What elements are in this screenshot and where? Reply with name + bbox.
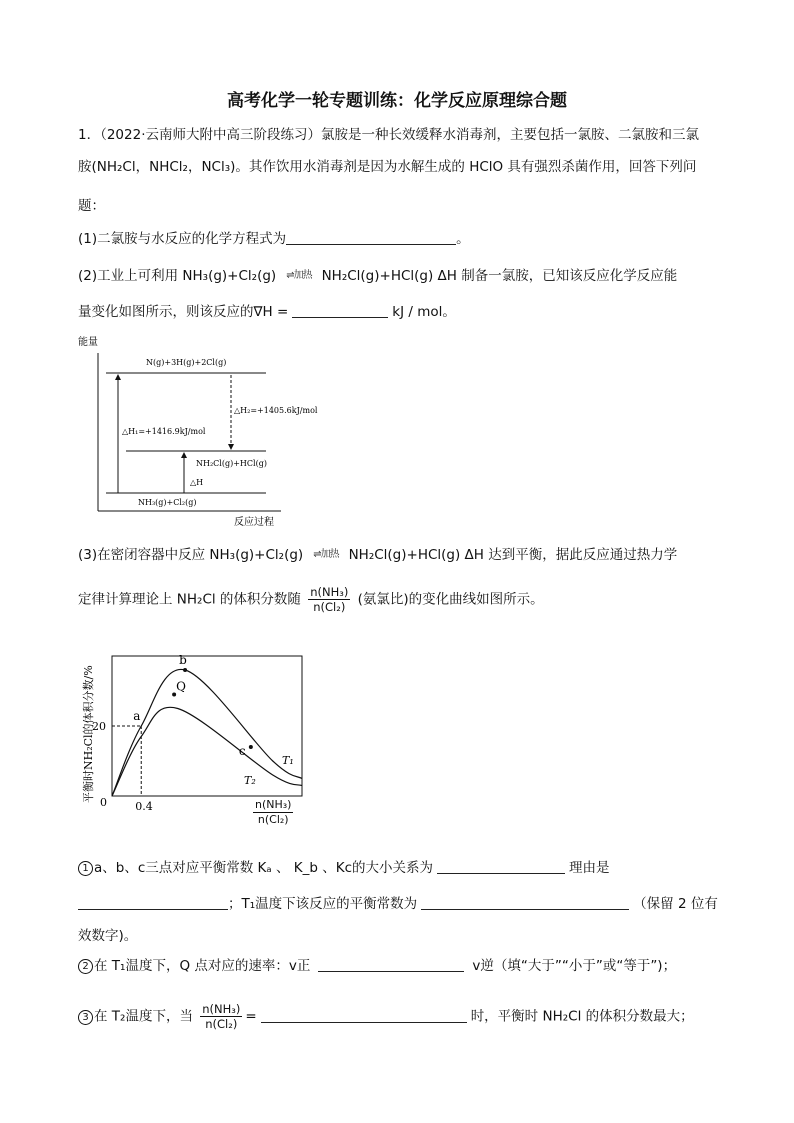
answer-blank-ratio[interactable]: [261, 1008, 467, 1023]
chart-origin-tick: 0: [100, 796, 107, 809]
point-b-label: b: [179, 653, 187, 667]
energy-xlabel: 反应过程: [234, 517, 274, 528]
reversible-arrow-icon: ⇌加热: [286, 270, 312, 281]
dh-label: △H: [190, 478, 204, 487]
answer-blank-k-value[interactable]: [421, 895, 629, 910]
part-3: 3 在 T₂温度下，当 $\frac{\text{n(NH₃)}}{\text{n(Cl₂)}}$ = 时，平衡时 NH₂Cl 的体积分数最大；: [78, 1002, 694, 1031]
sub-question-3: (3)在密闭容器中反应 NH₃(g)+Cl₂(g) ⇌加热 NH₂Cl(g)+HCl(g) ΔH 达到平衡，据此反应通过热力学: [78, 547, 678, 563]
energy-diagram: [76, 333, 318, 529]
answer-blank-reason[interactable]: [78, 895, 228, 910]
question-intro-3: 题：: [78, 198, 105, 214]
point-c-marker: [249, 745, 253, 749]
sub-question-1: (1)二氯胺与水反应的化学方程式为 。: [78, 231, 470, 247]
series-t1-line: [112, 669, 302, 796]
chart-xlabel: $\frac{\text{n(NH₃)}}{\text{n(Cl₂)}}$: [255, 798, 292, 826]
dh2-label: △H₂=+1405.6kJ/mol: [234, 406, 318, 415]
answer-blank-k-order[interactable]: [437, 859, 565, 874]
part-1-line1: 1 a、b、c三点对应平衡常数 Kₐ 、 K_b 、Kc的大小关系为 理由是: [78, 858, 610, 878]
series-t2-label: T₂: [244, 774, 256, 787]
series-t2-line: [112, 707, 302, 796]
question-intro-1: 1．（2022·云南师大附中高三阶段练习）氯胺是一种长效缓释水消毒剂，主要包括一氯胺、二氯胺和三氯: [78, 127, 699, 143]
series-t1-label: T₁: [282, 754, 294, 767]
energy-ylabel: 能量: [78, 337, 98, 348]
sub-question-2: (2)工业上可利用 NH₃(g)+Cl₂(g) ⇌加热 NH₂Cl(g)+HCl(g) ΔH 制备一氯胺，已知该反应化学反应能: [78, 268, 678, 284]
reversible-arrow-icon-2: ⇌加热: [313, 549, 339, 560]
part-1-line2: ；T₁温度下该反应的平衡常数为 （保留 2 位有: [78, 894, 718, 914]
chart-ylabel: 平衡时NH₂Cl的体积分数/%: [82, 665, 95, 803]
circled-number-1: 1: [78, 861, 93, 876]
answer-blank-1[interactable]: [286, 230, 456, 245]
dh1-label: △H₁=+1416.9kJ/mol: [122, 427, 206, 436]
chart-y-tick-20: 20: [92, 720, 106, 733]
sub-question-2-line2: 量变化如图所示，则该反应的∇H = kJ / mol。: [78, 304, 456, 320]
part-1-line3: 效数字)。: [78, 928, 138, 944]
page-title: 高考化学一轮专题训练：化学反应原理综合题: [227, 91, 567, 111]
circled-number-3: 3: [78, 1010, 93, 1025]
ammonia-chlorine-ratio: $\frac{\text{n(NH₃)}}{\text{n(Cl₂)}}$: [310, 585, 349, 614]
point-b-marker: [183, 668, 187, 672]
level-mid-label: NH₂Cl(g)+HCl(g): [196, 459, 267, 468]
level-bottom-label: NH₃(g)+Cl₂(g): [138, 498, 197, 507]
circled-number-2: 2: [78, 959, 93, 974]
part-2: 2 在 T₁温度下，Q 点对应的速率：v正 v逆（填“大于”“小于”或“等于”)；: [78, 956, 676, 976]
point-c-label: c: [238, 744, 246, 758]
answer-blank-dh[interactable]: [292, 303, 388, 318]
chart-x-tick-0.4: 0.4: [135, 800, 153, 813]
sub-question-3-line2: 定律计算理论上 NH₂Cl 的体积分数随 $\frac{\text{n(NH₃)}}{\text{n(Cl₂)}}$ (氨氯比)的变化曲线如图所示。: [78, 585, 544, 614]
answer-blank-rate[interactable]: [318, 957, 464, 972]
point-Q-label: Q: [176, 679, 186, 694]
point-a-label: a: [133, 709, 141, 723]
level-top-label: N(g)+3H(g)+2Cl(g): [146, 358, 227, 367]
question-intro-2: 胺(NH₂Cl，NHCl₂，NCl₃)。其作饮用水消毒剂是因为水解生成的 HClO 具有强烈杀菌作用，回答下列问: [78, 159, 697, 175]
ratio-fraction: $\frac{\text{n(NH₃)}}{\text{n(Cl₂)}}$: [202, 1002, 241, 1031]
